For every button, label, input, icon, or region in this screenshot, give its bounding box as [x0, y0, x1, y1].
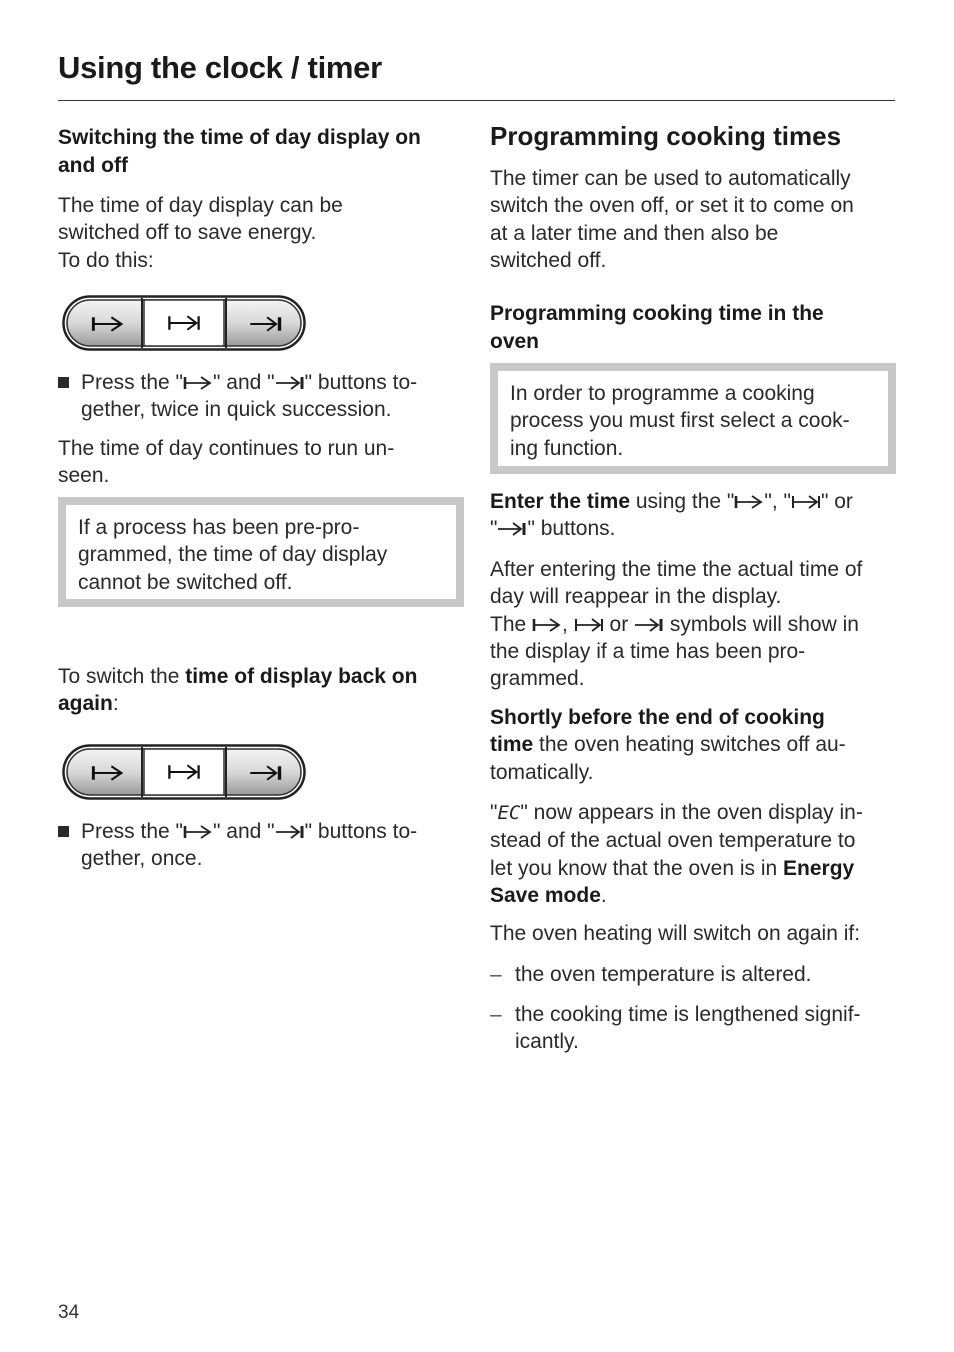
start-time-icon: [183, 375, 213, 391]
start-time-icon: [183, 824, 213, 840]
intro-line: The time of day display can be: [58, 194, 343, 217]
enter-time-paragraph: Enter the time using the " ", " " or " " buttons.: [490, 490, 853, 541]
timer-button-panel: [62, 744, 306, 800]
continues-paragraph: The time of day continues to run un- seen.: [58, 437, 395, 488]
shortly-before-paragraph: Shortly before the end of cooking time the oven heating switches off au- tomatically.: [490, 706, 846, 784]
start-time-icon: [532, 617, 562, 633]
duration-icon: [791, 494, 821, 510]
end-time-icon: [497, 521, 527, 537]
end-time-icon: [634, 617, 664, 633]
page-title: Using the clock / timer: [58, 50, 382, 85]
step-press-once: Press the " " and " " buttons to- gether, once.: [58, 818, 417, 873]
after-entering-paragraph: After entering the time the actual time of day will reappear in the display. The , or symbols will show in the display if a time has been pro- grammed.: [490, 558, 863, 691]
heating-again-paragraph: The oven heating will switch on again if:: [490, 922, 861, 945]
end-time-icon: [275, 375, 305, 391]
start-time-icon: [734, 494, 764, 510]
step-press-twice: Press the " " and " " buttons to- gether, twice in quick succession.: [58, 369, 417, 424]
energy-save-paragraph: "EC" now appears in the oven display in- stead of the actual oven temperature to let you know that the oven is in Energy Save mode.: [490, 801, 863, 907]
sub-heading-oven: Programming cooking time in the oven: [490, 302, 824, 353]
duration-icon: [574, 617, 604, 633]
ec-display-symbol: EC: [497, 802, 521, 824]
timer-intro-paragraph: The timer can be used to automatically switch the oven off, or set it to come on at a later time and then also be switched off.: [490, 167, 854, 272]
intro-line: switched off to save energy.: [58, 221, 317, 245]
timer-button-panel: [62, 295, 306, 351]
section-heading-cooking-times: Programming cooking times: [490, 121, 842, 151]
note-box-preprogrammed: If a process has been pre-pro- grammed, the time of day display cannot be switched off.: [58, 497, 464, 607]
title-divider: [58, 100, 895, 101]
section-heading-display-toggle: Switching the time of day display on and off: [58, 126, 421, 177]
bullet-icon: [58, 377, 69, 388]
switch-back-paragraph: To switch the time of display back on again:: [58, 665, 418, 716]
note-box-select-function: In order to programme a cooking process you must first select a cook- ing function.: [490, 363, 896, 474]
intro-line: To do this:: [58, 248, 154, 272]
intro-paragraph: [58, 192, 343, 274]
end-time-icon: [275, 824, 305, 840]
list-item: – the cooking time is lengthened signif- icantly.: [490, 1003, 861, 1054]
list-item: – the oven temperature is altered.: [490, 963, 812, 986]
bullet-icon: [58, 826, 69, 837]
page-number: 34: [58, 1302, 80, 1323]
